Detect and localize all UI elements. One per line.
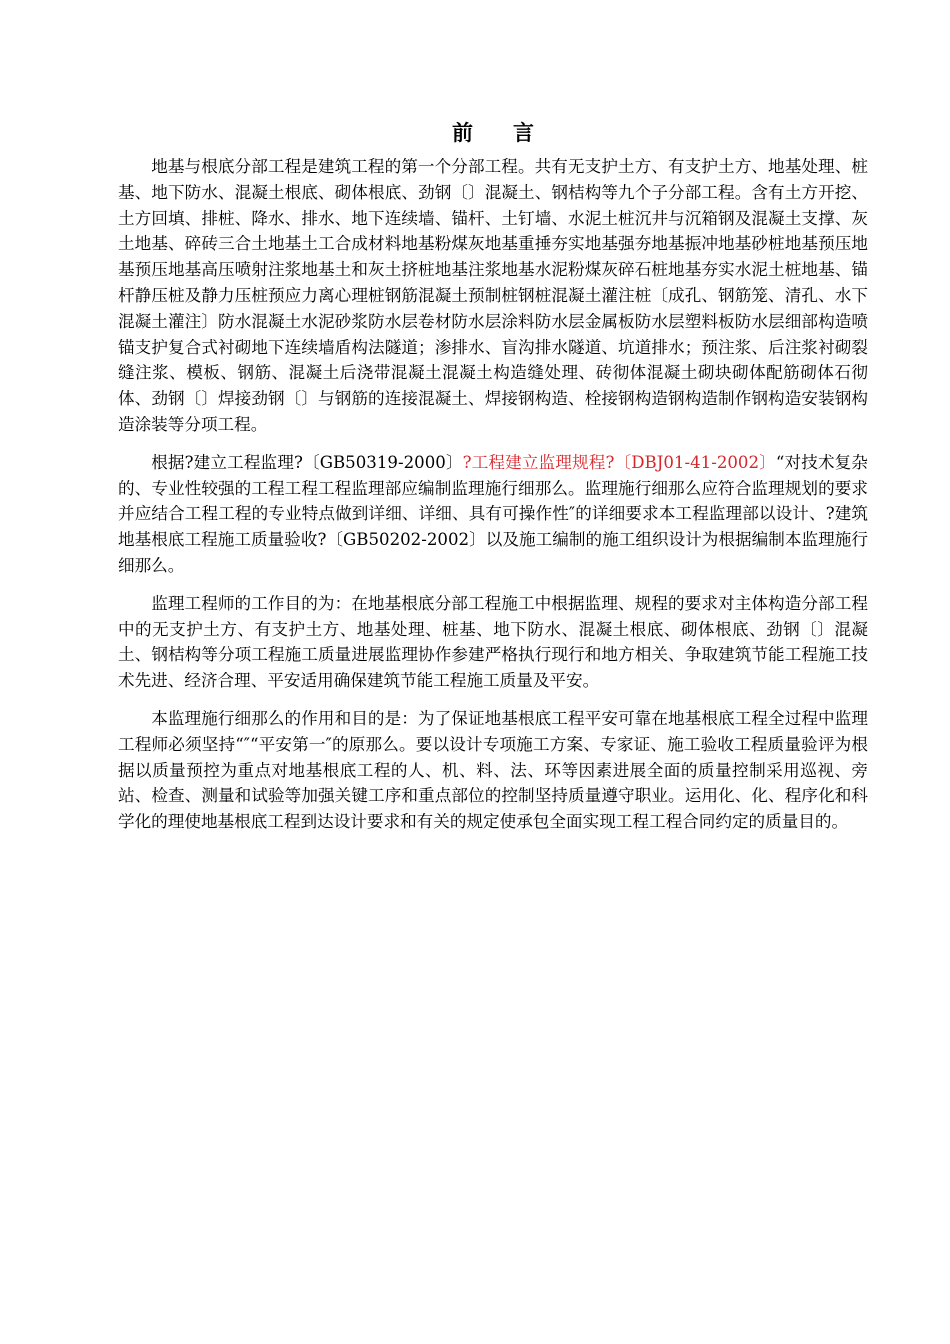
basis-text-before: 根据?建立工程监理?〔GB50319-2000〕 [151,452,463,472]
basis-highlight-text: ?工程建立监理规程?〔DBJ01-41-2002〕 [462,452,776,472]
document-title: 前言 [452,121,574,145]
basis-text-after: “对技术复杂的、专业性较强的工程工程工程监理部应编制监理施行细那么。监理施行细那么应符合监理规划的要求并应结合工程工程的专业特点做到详细、详细、具有可操作性″的详细要求本工程监理部以设计、?建筑地基根底工程施工质量验收?〔GB50202-2002〕以及施工编制的施工组织设计为根据编制本监理施行细那么。 [118,452,869,575]
paragraph-purpose: 本监理施行细那么的作用和目的是：为了保证地基根底工程平安可靠在地基根底工程全过程中监理工程师必须坚持“″“平安第一″的原那么。要以设计专项施工方案、专家证、施工验收工程质量验评为根据以质量预控为重点对地基根底工程的人、机、料、法、环等因素进展全面的质量控制采用巡视、旁站、检查、测量和试验等加强关键工序和重点部位的控制坚持质量遵守职业。运用化、化、程序化和科学化的理使地基根底工程到达设计要求和有关的规定使承包全面实现工程工程合同约定的质量目的。 [118,708,868,832]
document-page [118,118,868,847]
paragraph-basis [118,450,868,579]
paragraph-scope: 地基与根底分部工程是建筑工程的第一个分部工程。共有无支护土方、有支护土方、地基处理、桩基、地下防水、混凝土根底、砌体根底、劲钢〔〕混凝土、钢桔构等九个子分部工程。含有土方开挖、土方回填、排桩、降水、排水、地下连续墙、锚杆、土钉墙、水泥土桩沉井与沉箱钢及混凝土支撑、灰土地基、碎砖三合土地基土工合成材料地基粉煤灰地基重捶夯实地基强夯地基振冲地基砂桩地基预压地基预压地基高压喷射注浆地基土和灰土挤桩地基注浆地基水泥粉煤灰碎石桩地基夯实水泥土桩地基、锚杆静压桩及静力压桩预应力离心理桩钢筋混凝土预制桩钢桩混凝土灌注桩〔成孔、钢筋笼、清孔、水下混凝土灌注〕防水混凝土水泥砂浆防水层卷材防水层涂料防水层金属板防水层塑料板防水层细部构造喷锚支护复合式衬砌地下连续墙盾构法隧道；渗排水、盲沟排水隧道、坑道排水；预注浆、后注浆衬砌裂缝注浆、模板、钢筋、混凝土后浇带混凝土混凝土构造缝处理、砖彻体混凝土砌块砌体配筋砌体石彻体、劲钢〔〕焊接劲钢〔〕与钢筋的连接混凝土、焊接钢构造、栓接钢构造钢构造制作钢构造安装钢构造涂装等分项工程。 [118,157,868,434]
paragraph-goal: 监理工程师的工作目的为：在地基根底分部工程施工中根据监理、规程的要求对主体构造分部工程中的无支护土方、有支护土方、地基处理、桩基、地下防水、混凝土根底、砌体根底、劲钢〔〕混凝土、钢桔构等分项工程施工质量进展监理协作参建严格执行现行和地方相关、争取建筑节能工程施工技术先进、经济合理、平安适用确保建筑节能工程施工质量及平安。 [118,593,868,691]
